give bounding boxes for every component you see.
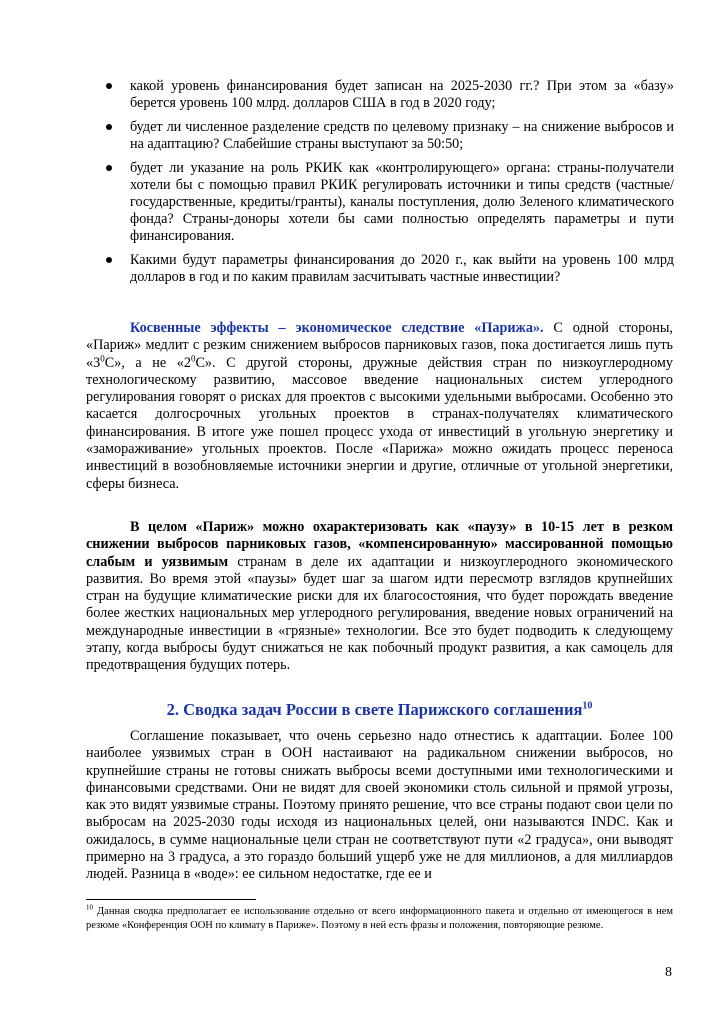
paragraph-text: С одной стороны, «Париж» медлит с резким снижением выбросов парниковых газов, пока достигается лишь путь «3 bbox=[86, 320, 673, 371]
paragraph-text: С», а не «2 bbox=[104, 354, 191, 371]
bullet-list bbox=[104, 78, 674, 293]
section-title: 2. Сводка задач России в свете Парижского соглашения bbox=[166, 700, 583, 719]
superscript: 0 bbox=[190, 352, 196, 363]
paragraph-lead: Косвенные эффекты – экономическое следствие «Парижа». bbox=[130, 320, 544, 336]
paragraph-agreement: Соглашение показывает, что очень серьезно надо отнестись к адаптации. Более 100 наиболее уязвимых стран в ООН настаивают на радикальном снижении выбросов, но крупнейшие страны не готовы снижать выбросы всеми доступными ими технологическими и финансовыми средствами. Они не видят для своей экономики столь сильной и прямой угрозы, как это видят уязвимые страны. Поэтому принято решение, что все страны подают свои цели по выбросам на 2025-2030 годы исходя из национальных целей, они называются INDC. Как и ожидалось, в сумме национальные цели стран не соответствуют пути «2 градуса», они выводят примерно на 3 градуса, а это гораздо больший ущерб уже не для миллионов, а для миллиардов людей. Разница в «воде»: ее сильном недостатке, где ее и bbox=[86, 728, 673, 883]
footnote-ref: 10 bbox=[582, 700, 593, 712]
bullet-text: будет ли указание на роль РКИК как «контролирующего» органа: страны-получатели хотели бы с помощью правил РКИК регулировать источники и типы средств (частные/государственные, кредиты/гранты), каналы поступления, долю Зеленого климатического фонда? Страны-доноры хотели бы сами полностью определять параметры и пути финансирования. bbox=[130, 160, 674, 244]
bullet-icon bbox=[106, 257, 112, 263]
footnote bbox=[86, 905, 673, 932]
paragraph-lead: В целом «Париж» можно охарактеризовать как «паузу» в 10-15 лет в резком снижении выбросов парниковых газов, «компенсированную» массированной помощью слабым и уязвимым bbox=[86, 519, 673, 570]
bullet-text: Какими будут параметры финансирования до 2020 г., как выйти на уровень 100 млрд долларов в год и по каким правилам засчитывать частные инвестиции? bbox=[130, 252, 674, 285]
footnote-divider bbox=[86, 899, 256, 900]
paragraph-summary bbox=[86, 519, 673, 675]
paragraph-text: странам в деле их адаптации и низкоуглеродного экономического развития. Во время этой «паузы» будет шаг за шагом идти пересмотр взглядов крупнейших стран на будущие климатические риски для их благосостояния, что будет порождать введение более жестких национальных мер углеродного регулирования, введение новых ограничений на международные инвестиции в «грязные» технологии. Все это будет подводить к следующему этапу, когда выбросы будут снижаться не как побочный продукт развития, а как самоцель для предотвращения будущих потерь. bbox=[86, 553, 673, 674]
bullet-icon bbox=[106, 83, 112, 89]
bullet-icon bbox=[106, 124, 112, 130]
footnote-text: Данная сводка предполагает ее использование отдельно от всего информационного пакета и отдельно от имеющегося в нем резюме «Конференция ООН по климату в Париже». Поэтому в ней есть фразы и положения, повторяющие резюме. bbox=[86, 906, 673, 931]
section-heading bbox=[86, 700, 673, 720]
bullet-text: какой уровень финансирования будет записан на 2025-2030 гг.? При этом за «базу» берется уровень 100 млрд. долларов США в год в 2020 году; bbox=[130, 78, 674, 111]
page-number: 8 bbox=[665, 965, 672, 980]
superscript: 0 bbox=[100, 352, 105, 363]
bullet-text: будет ли численное разделение средств по целевому признаку – на снижение выбросов и на адаптацию? Слабейшие страны выступают за 50:50; bbox=[130, 119, 674, 152]
list-item bbox=[104, 119, 674, 153]
list-item bbox=[104, 78, 674, 112]
paragraph-text: С». С другой стороны, дружные действия стран по низкоуглеродному технологическому развитию, массовое введение национальных систем углеродного регулирования говорят о рисках для проектов с высокими удельными выбросами. Особенно это касается долгосрочных угольных проектов в странах-получателях климатического финансирования. В итоге уже пошел процесс ухода от инвестиций в угольную энергетику и «замораживание» угольных проектов. После «Парижа» можно ожидать процесс переноса инвестиций в возобновляемые источники энергии и другие, отличные от угольной энергетики, сферы бизнеса. bbox=[86, 354, 673, 492]
footnote-number: 10 bbox=[86, 903, 93, 912]
list-item bbox=[104, 252, 674, 286]
bullet-icon bbox=[106, 165, 112, 171]
paragraph-indirect-effects bbox=[86, 320, 673, 493]
list-item bbox=[104, 160, 674, 245]
